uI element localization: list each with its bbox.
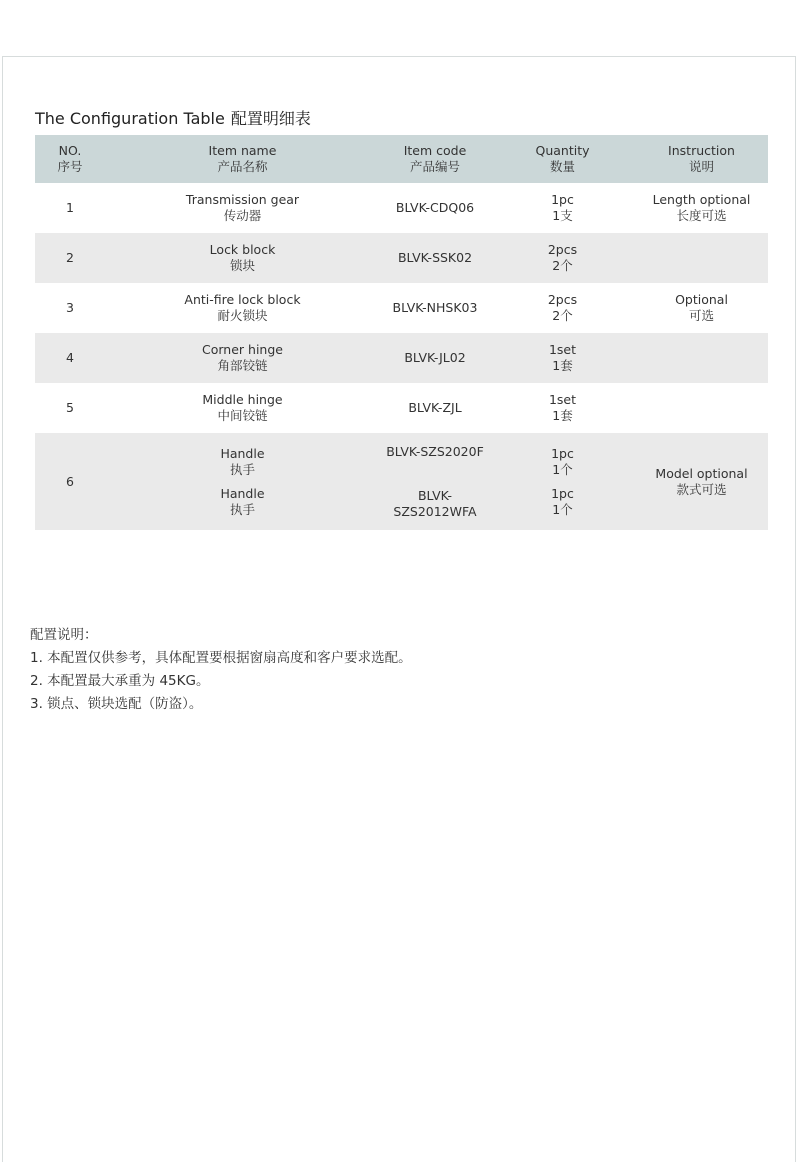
cell-quantity: 1set 1套 (548, 342, 577, 373)
cell-item-name: Anti-fire lock block 耐火锁块 (184, 292, 301, 323)
cell-item-name: Middle hinge 中间铰链 (202, 392, 283, 423)
configuration-table (35, 135, 768, 530)
notes-heading: 配置说明： (30, 627, 98, 643)
header-quantity: Quantity 数量 (535, 143, 590, 174)
cell-quantity: 1pc 1个 1pc 1个 (551, 445, 574, 517)
header-no: NO. 序号 (57, 143, 83, 174)
cell-instruction (635, 333, 768, 383)
note-item: 3. 锁点、锁块选配（防盗）。 (30, 696, 203, 712)
cell-instruction (635, 383, 768, 433)
header-item-name: Item name 产品名称 (208, 143, 277, 174)
note-item: 2. 本配置最大承重为 45KG。 (30, 673, 210, 689)
table-title-en: The Configuration Table (35, 109, 225, 128)
header-instruction: Instruction 说明 (668, 143, 735, 174)
table-row (35, 233, 768, 283)
table-row (35, 333, 768, 383)
cell-item-name: Corner hinge 角部铰链 (202, 342, 283, 373)
cell-item-name: Transmission gear 传动器 (185, 192, 300, 223)
cell-quantity: 2pcs 2个 (547, 242, 578, 273)
table-title (35, 106, 311, 129)
cell-item-code: BLVK-SSK02 (397, 250, 473, 265)
cell-instruction: Model optional 款式可选 (655, 465, 748, 497)
cell-instruction (635, 233, 768, 283)
cell-no: 3 (66, 300, 74, 315)
cell-item-name: Handle 执手 Handle 执手 (220, 445, 265, 517)
configuration-notes (30, 624, 412, 716)
cell-item-code: BLVK-ZJL (408, 400, 462, 415)
table-header-row (35, 135, 768, 183)
table-title-cn: 配置明细表 (230, 109, 311, 128)
cell-item-code: BLVK-NHSK03 (392, 300, 478, 315)
cell-no: 5 (66, 400, 74, 415)
cell-quantity: 2pcs 2个 (547, 292, 578, 323)
cell-no: 6 (66, 473, 74, 489)
note-item: 1. 本配置仅供参考，具体配置要根据窗扇高度和客户要求选配。 (30, 650, 412, 666)
cell-instruction: Optional 可选 (675, 292, 728, 323)
cell-quantity: 1pc 1支 (551, 192, 574, 223)
cell-no: 4 (66, 350, 74, 365)
cell-instruction: Length optional 长度可选 (652, 192, 751, 223)
cell-item-code: BLVK-JL02 (404, 350, 466, 365)
cell-item-name: Lock block 锁块 (209, 242, 276, 273)
cell-no: 2 (66, 250, 74, 265)
table-row (35, 383, 768, 433)
table-row (35, 283, 768, 333)
header-item-code: Item code 产品编号 (403, 143, 467, 174)
table-row (35, 183, 768, 233)
cell-item-code: BLVK-SZS2020F BLVK-SZS2012WFA (386, 443, 484, 519)
table-row (35, 433, 768, 530)
cell-item-code: BLVK-CDQ06 (395, 200, 475, 215)
cell-no: 1 (66, 200, 74, 215)
cell-quantity: 1set 1套 (548, 392, 577, 423)
